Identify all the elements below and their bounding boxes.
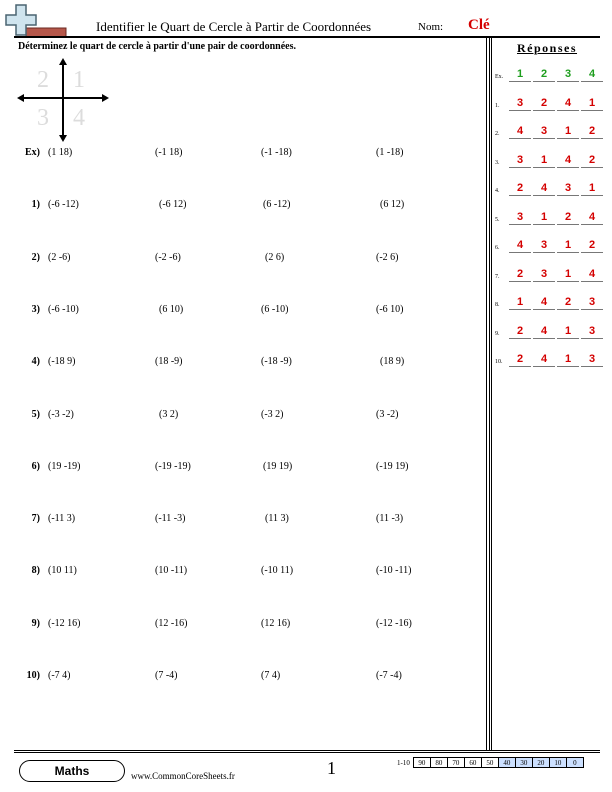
answer-row: [495, 66, 605, 86]
answer-value: 3: [581, 325, 603, 339]
coordinate-option: (19 19): [263, 461, 293, 472]
coordinate-option: (-2 6): [376, 252, 399, 263]
answer-label: 5.: [495, 217, 500, 223]
coordinate-option: (-19 -19): [155, 461, 191, 472]
coordinate-option: (10 11): [48, 565, 77, 576]
coordinate-option: (-7 4): [48, 670, 71, 681]
down-arrow-icon: [59, 135, 67, 142]
answer-value: 1: [557, 125, 579, 139]
answer-row: [495, 237, 605, 257]
coordinate-option: (-18 9): [48, 356, 76, 367]
score-label: 1-10: [397, 758, 410, 767]
column-divider: [491, 38, 492, 750]
answer-value: 1: [509, 68, 531, 82]
problem-number: 7): [31, 513, 40, 524]
answer-row: [495, 266, 605, 286]
coordinate-option: (-3 -2): [48, 409, 74, 420]
answer-row: [495, 294, 605, 314]
coordinate-option: (-12 16): [48, 618, 81, 629]
answer-value: 1: [581, 97, 603, 111]
answer-row: [495, 323, 605, 343]
plus-logo-icon: [4, 4, 70, 38]
quadrant-label-3: 3: [37, 105, 49, 131]
coordinate-option: (1 18): [48, 147, 73, 158]
coordinate-option: (12 -16): [155, 618, 188, 629]
answer-value: 4: [509, 125, 531, 139]
problem-row: [14, 304, 474, 320]
answer-value: 4: [509, 239, 531, 253]
coordinate-option: (2 -6): [48, 252, 71, 263]
coordinate-option: (-1 18): [155, 147, 183, 158]
answer-value: 1: [581, 182, 603, 196]
answer-value: 4: [533, 325, 555, 339]
answer-value: 3: [581, 353, 603, 367]
score-cell: 20: [532, 758, 549, 768]
answer-label: 1.: [495, 103, 500, 109]
coordinate-option: (7 4): [261, 670, 281, 681]
problem-number: 4): [31, 356, 40, 367]
problem-row: [14, 409, 474, 425]
coordinate-option: (18 -9): [155, 356, 183, 367]
answer-value: 2: [581, 125, 603, 139]
answer-value: 3: [557, 182, 579, 196]
subject-badge: Maths: [19, 760, 125, 782]
score-cell: 10: [549, 758, 566, 768]
answer-value: 4: [581, 68, 603, 82]
answer-value: 2: [533, 68, 555, 82]
coordinate-option: (-10 -11): [376, 565, 412, 576]
answer-value: 1: [533, 211, 555, 225]
problem-row: [14, 356, 474, 372]
answer-row: [495, 95, 605, 115]
answers-title: Réponses: [517, 41, 578, 55]
answer-row: [495, 351, 605, 371]
answer-value: 3: [581, 296, 603, 310]
answer-label: 3.: [495, 160, 500, 166]
answer-value: 2: [533, 97, 555, 111]
coordinate-option: (12 16): [261, 618, 291, 629]
score-cell: 40: [498, 758, 515, 768]
answer-label: Ex.: [495, 74, 504, 80]
answer-value: 4: [533, 296, 555, 310]
coordinate-option: (-11 3): [48, 513, 76, 524]
coordinate-option: (-6 12): [159, 199, 187, 210]
answer-value: 1: [557, 239, 579, 253]
problem-number: 3): [31, 304, 40, 315]
problem-number: 10): [26, 670, 40, 681]
problem-number: 8): [31, 565, 40, 576]
coordinate-option: (-7 -4): [376, 670, 402, 681]
answer-value: 3: [509, 154, 531, 168]
coordinate-option: (18 9): [380, 356, 405, 367]
answer-value: 2: [581, 239, 603, 253]
instruction-text: Déterminez le quart de cercle à partir d'une pair de coordonnées.: [18, 41, 297, 52]
answer-value: 4: [533, 182, 555, 196]
answer-label: 6.: [495, 245, 500, 251]
website-text: www.CommonCoreSheets.fr: [131, 771, 235, 781]
answer-value: 4: [533, 353, 555, 367]
answer-value: 3: [533, 239, 555, 253]
answer-value: 2: [557, 211, 579, 225]
column-divider: [486, 38, 487, 750]
coordinate-option: (1 -18): [376, 147, 404, 158]
answer-value: 4: [581, 268, 603, 282]
coordinate-option: (-6 10): [376, 304, 404, 315]
problem-number: 5): [31, 409, 40, 420]
answer-label: 7.: [495, 274, 500, 280]
answer-value: 4: [557, 154, 579, 168]
coordinate-option: (19 -19): [48, 461, 81, 472]
quadrant-label-2: 2: [37, 67, 49, 93]
score-cell: 90: [413, 758, 430, 768]
column-divider: [489, 38, 490, 750]
answer-value: 3: [533, 125, 555, 139]
coordinate-option: (-1 -18): [261, 147, 292, 158]
coordinate-option: (-11 -3): [155, 513, 186, 524]
coordinate-option: (6 10): [159, 304, 184, 315]
problem-row: [14, 252, 474, 268]
page-number: 1: [327, 758, 336, 778]
answer-label: 8.: [495, 302, 500, 308]
footer-rule: [14, 750, 600, 751]
coordinate-option: (11 3): [265, 513, 289, 524]
answer-label: 9.: [495, 331, 500, 337]
header-rule: [14, 36, 600, 38]
coordinate-option: (11 -3): [376, 513, 404, 524]
answer-value: 1: [557, 325, 579, 339]
answer-value: 4: [557, 97, 579, 111]
problem-row: [14, 670, 474, 686]
score-cell: 80: [430, 758, 447, 768]
name-label: Nom:: [418, 21, 444, 33]
coordinate-option: (-19 19): [376, 461, 409, 472]
answer-value: 3: [509, 211, 531, 225]
answer-label: 10.: [495, 359, 503, 365]
worksheet-title: Identifier le Quart de Cercle à Partir de Coordonnées: [96, 19, 372, 34]
answer-value: 3: [557, 68, 579, 82]
answer-value: 2: [509, 353, 531, 367]
answer-value: 3: [533, 268, 555, 282]
score-table: [396, 757, 584, 768]
coordinate-option: (6 12): [380, 199, 405, 210]
coordinate-option: (3 2): [159, 409, 179, 420]
coordinate-option: (-2 -6): [155, 252, 181, 263]
answer-value: 3: [509, 97, 531, 111]
up-arrow-icon: [59, 58, 67, 65]
score-cell: 50: [481, 758, 498, 768]
problem-row: [14, 565, 474, 581]
coordinate-option: (2 6): [265, 252, 285, 263]
quadrant-label-4: 4: [73, 105, 85, 131]
score-cell: 30: [515, 758, 532, 768]
problem-row: [14, 199, 474, 215]
left-arrow-icon: [17, 94, 24, 102]
answer-value: 4: [581, 211, 603, 225]
coordinate-option: (7 -4): [155, 670, 178, 681]
problem-number: 6): [31, 461, 40, 472]
coordinate-option: (-6 -10): [48, 304, 79, 315]
answer-label: 2.: [495, 131, 500, 137]
answer-row: [495, 180, 605, 200]
answer-row: [495, 152, 605, 172]
problem-row: [14, 513, 474, 529]
answer-row: [495, 209, 605, 229]
answer-value: 2: [581, 154, 603, 168]
quadrant-diagram: [16, 57, 110, 143]
problem-row: [14, 461, 474, 477]
score-cell: 70: [447, 758, 464, 768]
answer-value: 1: [533, 154, 555, 168]
coordinate-option: (6 -12): [263, 199, 291, 210]
answer-value: 2: [509, 182, 531, 196]
coordinate-option: (-10 11): [261, 565, 294, 576]
answer-value: 2: [509, 325, 531, 339]
footer-rule: [14, 752, 600, 753]
name-value: Clé: [468, 17, 490, 33]
answer-value: 2: [557, 296, 579, 310]
coordinate-option: (10 -11): [155, 565, 188, 576]
problem-number: 1): [31, 199, 40, 210]
quadrant-label-1: 1: [73, 67, 85, 93]
answer-value: 2: [509, 268, 531, 282]
problem-number: 2): [31, 252, 40, 263]
coordinate-option: (-12 -16): [376, 618, 412, 629]
answer-row: [495, 123, 605, 143]
coordinate-option: (6 -10): [261, 304, 289, 315]
problem-number: Ex): [25, 147, 40, 158]
coordinate-option: (-6 -12): [48, 199, 79, 210]
answer-label: 4.: [495, 188, 500, 194]
right-arrow-icon: [102, 94, 109, 102]
problem-row: [14, 618, 474, 634]
answer-value: 1: [509, 296, 531, 310]
score-cell: 0: [566, 758, 583, 768]
coordinate-option: (3 -2): [376, 409, 399, 420]
coordinate-option: (-18 -9): [261, 356, 292, 367]
score-cell: 60: [464, 758, 481, 768]
answer-value: 1: [557, 268, 579, 282]
problem-row: [14, 147, 474, 163]
problem-number: 9): [31, 618, 40, 629]
answer-value: 1: [557, 353, 579, 367]
coordinate-option: (-3 2): [261, 409, 284, 420]
